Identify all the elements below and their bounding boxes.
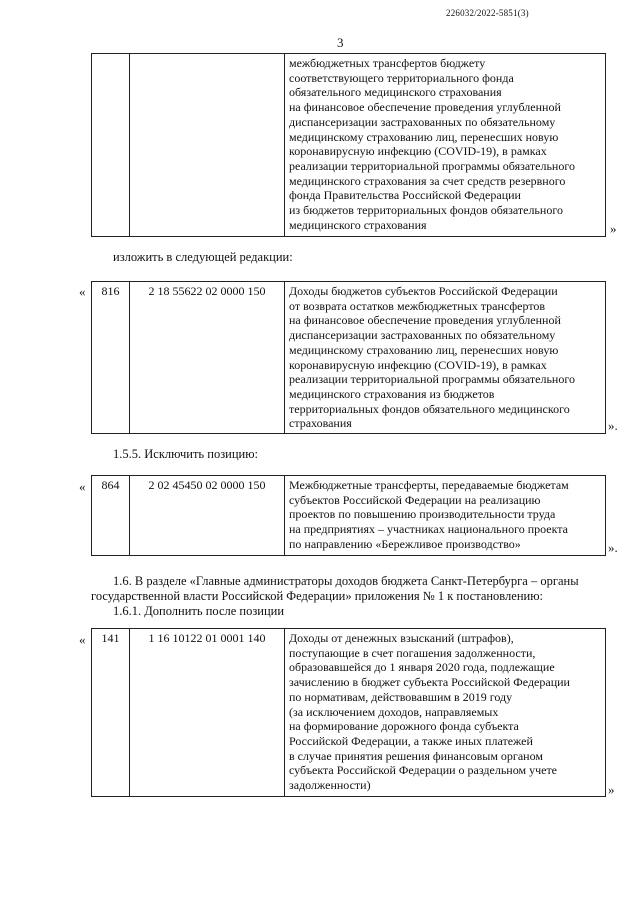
closing-quote: »	[610, 221, 617, 236]
description-line: на формирование дорожного фонда субъекта	[289, 719, 519, 734]
budget-code-cell: 1 16 10122 01 0001 140	[130, 629, 285, 797]
description-line: Доходы от денежных взысканий (штрафов),	[289, 631, 514, 645]
description-line: по направлению «Бережливое производство»	[289, 536, 521, 551]
revenue-table-after-position	[91, 628, 606, 797]
description-line: страхования	[289, 416, 352, 431]
description-line: (за исключением доходов, направляемых	[289, 704, 499, 719]
revenue-table-new-edition	[91, 281, 606, 434]
description-cell	[285, 54, 606, 237]
exclude-position-text: 1.5.5. Исключить позицию:	[113, 447, 259, 461]
row-number-cell: 864	[92, 476, 130, 556]
budget-code-cell: 2 18 55622 02 0000 150	[130, 282, 285, 434]
description-line: на финансовое обеспечение проведения углубленной	[289, 100, 561, 115]
description-line: задолженности)	[289, 778, 371, 793]
description-line: поступающие в счет погашения задолженности,	[289, 645, 536, 660]
budget-code-cell	[130, 54, 285, 237]
description-line: на предприятиях – участниках национального проекта	[289, 522, 568, 537]
description-cell	[285, 282, 606, 434]
closing-quote: »	[608, 782, 615, 797]
opening-quote: «	[79, 632, 86, 647]
row-number-cell: 141	[92, 629, 130, 797]
description-line: обязательного медицинского страхования	[289, 85, 502, 100]
description-line: субъектов Российской Федерации на реализацию	[289, 492, 541, 507]
section-1-6-text: 1.6. В разделе «Главные администраторы доходов бюджета Санкт-Петербурга – органы	[113, 574, 579, 588]
description-line: диспансеризации застрахованных по обязательному	[289, 328, 556, 343]
description-line: субъекта Российской Федерации о раздельном учете	[289, 763, 558, 778]
description-line: соответствующего территориального фонда	[289, 70, 514, 85]
description-line: по нормативам, действовавшим в 2019 году	[289, 689, 513, 704]
description-line: территориальных фондов обязательного медицинского	[289, 401, 570, 416]
description-line: от возврата остатков межбюджетных трансфертов	[289, 298, 546, 313]
description-line: медицинского страхования за счет средств резервного	[289, 173, 566, 188]
description-line: реализации территориальной программы обязательного	[289, 158, 575, 173]
opening-quote: «	[79, 479, 86, 494]
description-line: проектов по повышению производительности труда	[289, 507, 556, 522]
description-line: межбюджетных трансфертов бюджету	[289, 56, 486, 70]
description-line: фонда Правительства Российской Федерации	[289, 188, 521, 203]
section-1-6-text-cont: государственной власти Российской Федерации» приложения № 1 к постановлению:	[91, 589, 544, 603]
page-number: 3	[337, 35, 344, 50]
description-line: медицинского страхования из бюджетов	[289, 386, 495, 401]
description-cell	[285, 629, 606, 797]
description-line: коронавирусную инфекцию (COVID-19), в рамках	[289, 144, 547, 159]
budget-code-cell: 2 02 45450 02 0000 150	[130, 476, 285, 556]
description-line: диспансеризации застрахованных по обязательному	[289, 114, 556, 129]
revenue-table-excluded	[91, 475, 606, 556]
description-cell	[285, 476, 606, 556]
row-number-cell	[92, 54, 130, 237]
closing-quote: ».	[608, 418, 618, 433]
closing-quote: ».	[608, 540, 618, 555]
opening-quote: «	[79, 284, 86, 299]
revenue-table-continuation	[91, 53, 606, 237]
description-line: Российской Федерации, а также иных платежей	[289, 733, 533, 748]
description-line: реализации территориальной программы обязательного	[289, 372, 575, 387]
description-line: медицинскому страхованию лиц, перенесших новую	[289, 129, 559, 144]
description-line: медицинскому страхованию лиц, перенесших новую	[289, 342, 559, 357]
description-line: в случае принятия решения финансовым органом	[289, 748, 543, 763]
description-line: коронавирусную инфекцию (COVID-19), в рамках	[289, 357, 547, 372]
section-1-6-1-text: 1.6.1. Дополнить после позиции	[113, 604, 285, 618]
instruction-text: изложить в следующей редакции:	[113, 250, 293, 264]
description-line: образовавшейся до 1 января 2020 года, подлежащие	[289, 660, 555, 675]
description-line: медицинского страхования	[289, 217, 427, 232]
row-number-cell: 816	[92, 282, 130, 434]
description-line: на финансовое обеспечение проведения углубленной	[289, 313, 561, 328]
description-line: Доходы бюджетов субъектов Российской Федерации	[289, 284, 558, 298]
document-id: 226032/2022-5851(3)	[446, 8, 529, 18]
description-line: зачислению в бюджет субъекта Российской Федерации	[289, 675, 570, 690]
description-line: Межбюджетные трансферты, передаваемые бюджетам	[289, 478, 569, 492]
description-line: из бюджетов территориальных фондов обязательного	[289, 203, 563, 218]
